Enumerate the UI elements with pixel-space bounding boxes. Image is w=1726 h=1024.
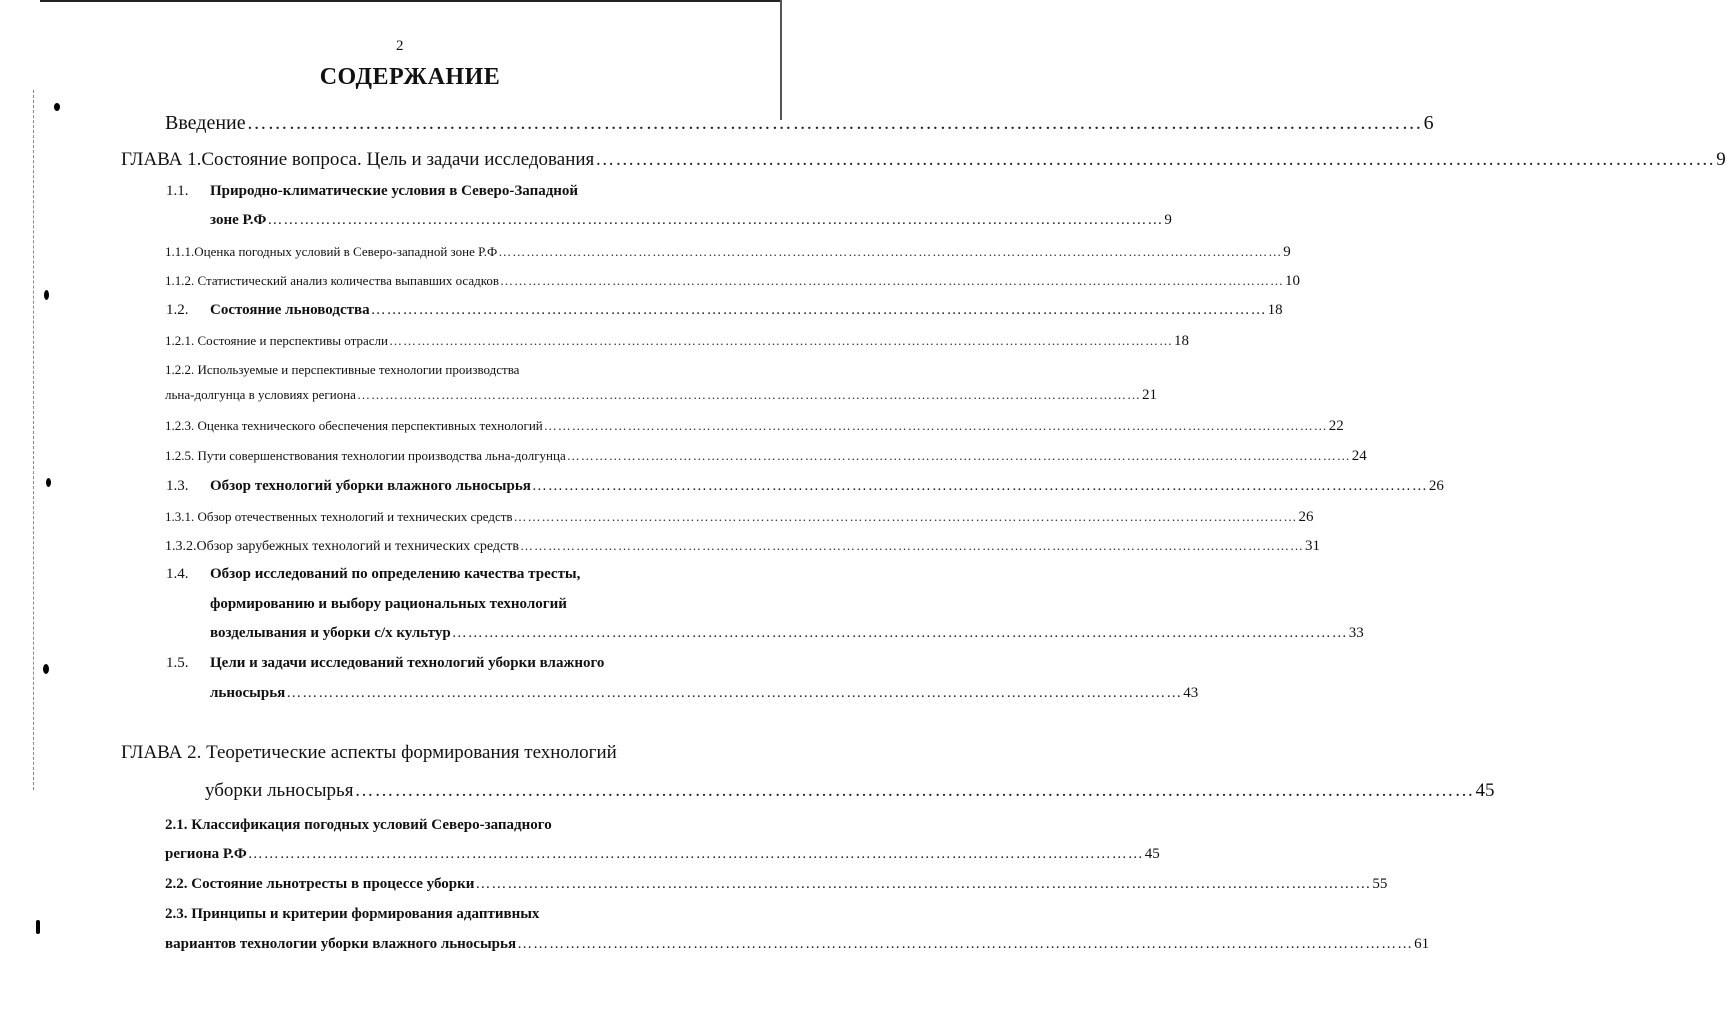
toc-dot-leader: ……………………………………………………………………………………………………………………………………………………	[370, 302, 1267, 318]
toc-entry-1-2-2[interactable]	[165, 362, 687, 378]
toc-entry-page: 24	[1351, 448, 1367, 464]
toc-entry-1-5[interactable]	[166, 655, 690, 672]
toc-entry-text: 1.1.1.Оценка погодных условий в Северо-западной зоне Р.Ф	[165, 244, 498, 259]
toc-entry-text: 1.2.1. Состояние и перспективы отрасли	[165, 333, 388, 348]
toc-entry-number: 1.2.	[166, 302, 189, 318]
toc-entry-page: 6	[1423, 112, 1434, 134]
toc-entry-page: 18	[1267, 302, 1283, 318]
toc-dot-leader: ……………………………………………………………………………………………………………………………………………………	[498, 244, 1283, 259]
scan-speck	[36, 920, 40, 934]
toc-entry-text: Введение	[165, 112, 246, 134]
toc-entry-chapter-1[interactable]	[121, 149, 1726, 171]
toc-entry-2-3[interactable]	[165, 906, 685, 923]
toc-entry-1-3[interactable]	[166, 478, 1444, 495]
toc-entry-chapter-2[interactable]	[121, 742, 681, 764]
toc-dot-leader: ……………………………………………………………………………………………………………………………………………………	[388, 333, 1173, 348]
toc-dot-leader: ……………………………………………………………………………………………………………………………………………………	[517, 936, 1414, 952]
toc-entry-page: 18	[1173, 333, 1189, 349]
toc-entry-2-2[interactable]	[165, 876, 1388, 893]
toc-dot-leader: ……………………………………………………………………………………………………………………………………………………	[566, 448, 1351, 463]
toc-entry-page: 21	[1141, 387, 1157, 403]
toc-entry-1-4[interactable]	[166, 566, 690, 583]
toc-entry-1-2-3[interactable]	[165, 418, 1344, 435]
toc-entry-page: 31	[1305, 538, 1320, 554]
toc-entry-1-3-1[interactable]	[165, 509, 1314, 526]
toc-entry-page: 43	[1183, 685, 1199, 701]
toc-entry-page: 61	[1414, 936, 1430, 952]
toc-entry-text: формированию и выбору рациональных технологий	[210, 596, 567, 612]
toc-dot-leader: ……………………………………………………………………………………………………………………………………………………	[286, 685, 1183, 701]
scan-speck	[46, 478, 51, 487]
toc-entry-page: 45	[1144, 846, 1160, 862]
toc-dot-leader: ……………………………………………………………………………………………………………………………………………………	[451, 625, 1348, 641]
toc-entry-text: 1.2.3. Оценка технического обеспечения перспективных технологий	[165, 418, 543, 433]
toc-entry-1-1-cont[interactable]	[210, 212, 1172, 229]
toc-entry-text: возделывания и уборки с/х культур	[210, 625, 451, 641]
toc-entry-page: 26	[1298, 509, 1314, 525]
page-title: СОДЕРЖАНИЕ	[319, 64, 501, 90]
toc-entry-text: Цели и задачи исследований технологий уборки влажного	[210, 655, 605, 671]
toc-entry-text: Природно-климатические условия в Северо-Западной	[210, 183, 579, 199]
scan-edge-top	[40, 0, 780, 2]
toc-entry-1-1-1[interactable]	[165, 244, 1291, 261]
toc-entry-page: 9	[1716, 149, 1726, 170]
scan-edge-right	[780, 0, 782, 120]
toc-entry-page: 55	[1372, 876, 1388, 892]
toc-dot-leader: ……………………………………………………………………………………………………………………………………………………	[543, 418, 1328, 433]
scan-speck	[43, 664, 49, 674]
toc-dot-leader: ……………………………………………………………………………………………………………………………………………………	[595, 149, 1716, 170]
page-number: 2	[396, 38, 404, 54]
toc-entry-text: льносырья	[210, 685, 286, 701]
toc-entry-page: 22	[1328, 418, 1344, 434]
toc-entry-page: 9	[1164, 212, 1172, 228]
toc-entry-text: льна-долгунца в условиях региона	[165, 387, 356, 402]
toc-entry-text: 2.2. Состояние льнотресты в процессе уборки	[165, 876, 475, 892]
toc-entry-text: зоне Р.Ф	[210, 212, 267, 228]
toc-entry-page: 33	[1348, 625, 1364, 641]
toc-entry-text: 1.3.2.Обзор зарубежных технологий и технических средств	[165, 539, 519, 554]
toc-entry-2-1[interactable]	[165, 817, 685, 834]
toc-dot-leader: ……………………………………………………………………………………………………………………………………………………	[531, 478, 1428, 494]
toc-dot-leader: ……………………………………………………………………………………………………………………………………………………	[247, 846, 1144, 862]
toc-entry-1-4-cont[interactable]	[210, 596, 690, 613]
toc-entry-number: 1.5.	[166, 655, 189, 671]
toc-entry-1-5-cont[interactable]	[210, 685, 1199, 702]
toc-entry-text: региона Р.Ф	[165, 846, 247, 862]
toc-entry-text: 1.2.2. Используемые и перспективные технологии производства	[165, 362, 520, 377]
toc-entry-1-2-2-cont[interactable]	[165, 387, 1157, 404]
scan-speck	[44, 290, 49, 300]
toc-entry-number: 1.1.	[166, 183, 189, 199]
toc-entry-page: 10	[1285, 273, 1301, 289]
toc-dot-leader: ……………………………………………………………………………………………………………………………………………………	[475, 876, 1372, 892]
toc-dot-leader: ……………………………………………………………………………………………………………………………………………………	[500, 273, 1285, 288]
toc-entry-text: Обзор исследований по определению качества тресты,	[210, 566, 581, 582]
toc-entry-1-2-5[interactable]	[165, 448, 1367, 465]
toc-entry-text: 1.1.2. Статистический анализ количества выпавших осадков	[165, 273, 500, 288]
toc-entry-page: 26	[1428, 478, 1444, 494]
toc-entry-page: 9	[1283, 244, 1291, 260]
toc-entry-introduction[interactable]	[165, 112, 1434, 135]
toc-entry-1-3-2[interactable]	[165, 538, 1320, 555]
toc-entry-text: уборки льносырья	[205, 780, 354, 801]
toc-entry-chapter-2-cont[interactable]	[205, 780, 1495, 802]
toc-entry-number: 1.3.	[166, 478, 189, 494]
toc-entry-1-2[interactable]	[166, 302, 1283, 319]
toc-entry-1-1[interactable]	[166, 183, 686, 200]
toc-entry-text: 2.1. Классификация погодных условий Северо-западного	[165, 817, 552, 833]
toc-dot-leader: ……………………………………………………………………………………………………………………………………………………	[246, 112, 1423, 134]
toc-entry-text: вариантов технологии уборки влажного льносырья	[165, 936, 517, 952]
toc-dot-leader: ……………………………………………………………………………………………………………………………………………………	[267, 212, 1164, 228]
binding-margin-line	[33, 90, 35, 790]
toc-entry-1-4-cont2[interactable]	[210, 625, 1364, 642]
toc-dot-leader: ……………………………………………………………………………………………………………………………………………………	[513, 509, 1298, 524]
toc-entry-text: 2.3. Принципы и критерии формирования адаптивных	[165, 906, 540, 922]
toc-entry-text: Обзор технологий уборки влажного льносырья	[210, 478, 531, 494]
toc-entry-2-3-cont[interactable]	[165, 936, 1430, 953]
toc-entry-1-1-2[interactable]	[165, 273, 1301, 290]
toc-entry-text: Состояние льноводства	[210, 302, 370, 318]
toc-entry-text: 1.3.1. Обзор отечественных технологий и технических средств	[165, 509, 513, 524]
toc-entry-1-2-1[interactable]	[165, 333, 1189, 350]
toc-entry-number: 1.4.	[166, 566, 189, 582]
toc-entry-text: 1.2.5. Пути совершенствования технологии производства льна-долгунца	[165, 448, 566, 463]
toc-dot-leader: ……………………………………………………………………………………………………………………………………………………	[356, 387, 1141, 402]
toc-entry-2-1-cont[interactable]	[165, 846, 1160, 863]
toc-entry-text: ГЛАВА 2. Теоретические аспекты формирования технологий	[121, 742, 617, 763]
scan-speck	[54, 103, 60, 111]
toc-entry-page: 45	[1475, 780, 1495, 801]
toc-dot-leader: ……………………………………………………………………………………………………………………………………………………	[520, 538, 1304, 553]
toc-dot-leader: ……………………………………………………………………………………………………………………………………………………	[354, 780, 1475, 801]
toc-entry-text: ГЛАВА 1.Состояние вопроса. Цель и задачи исследования	[121, 149, 595, 170]
